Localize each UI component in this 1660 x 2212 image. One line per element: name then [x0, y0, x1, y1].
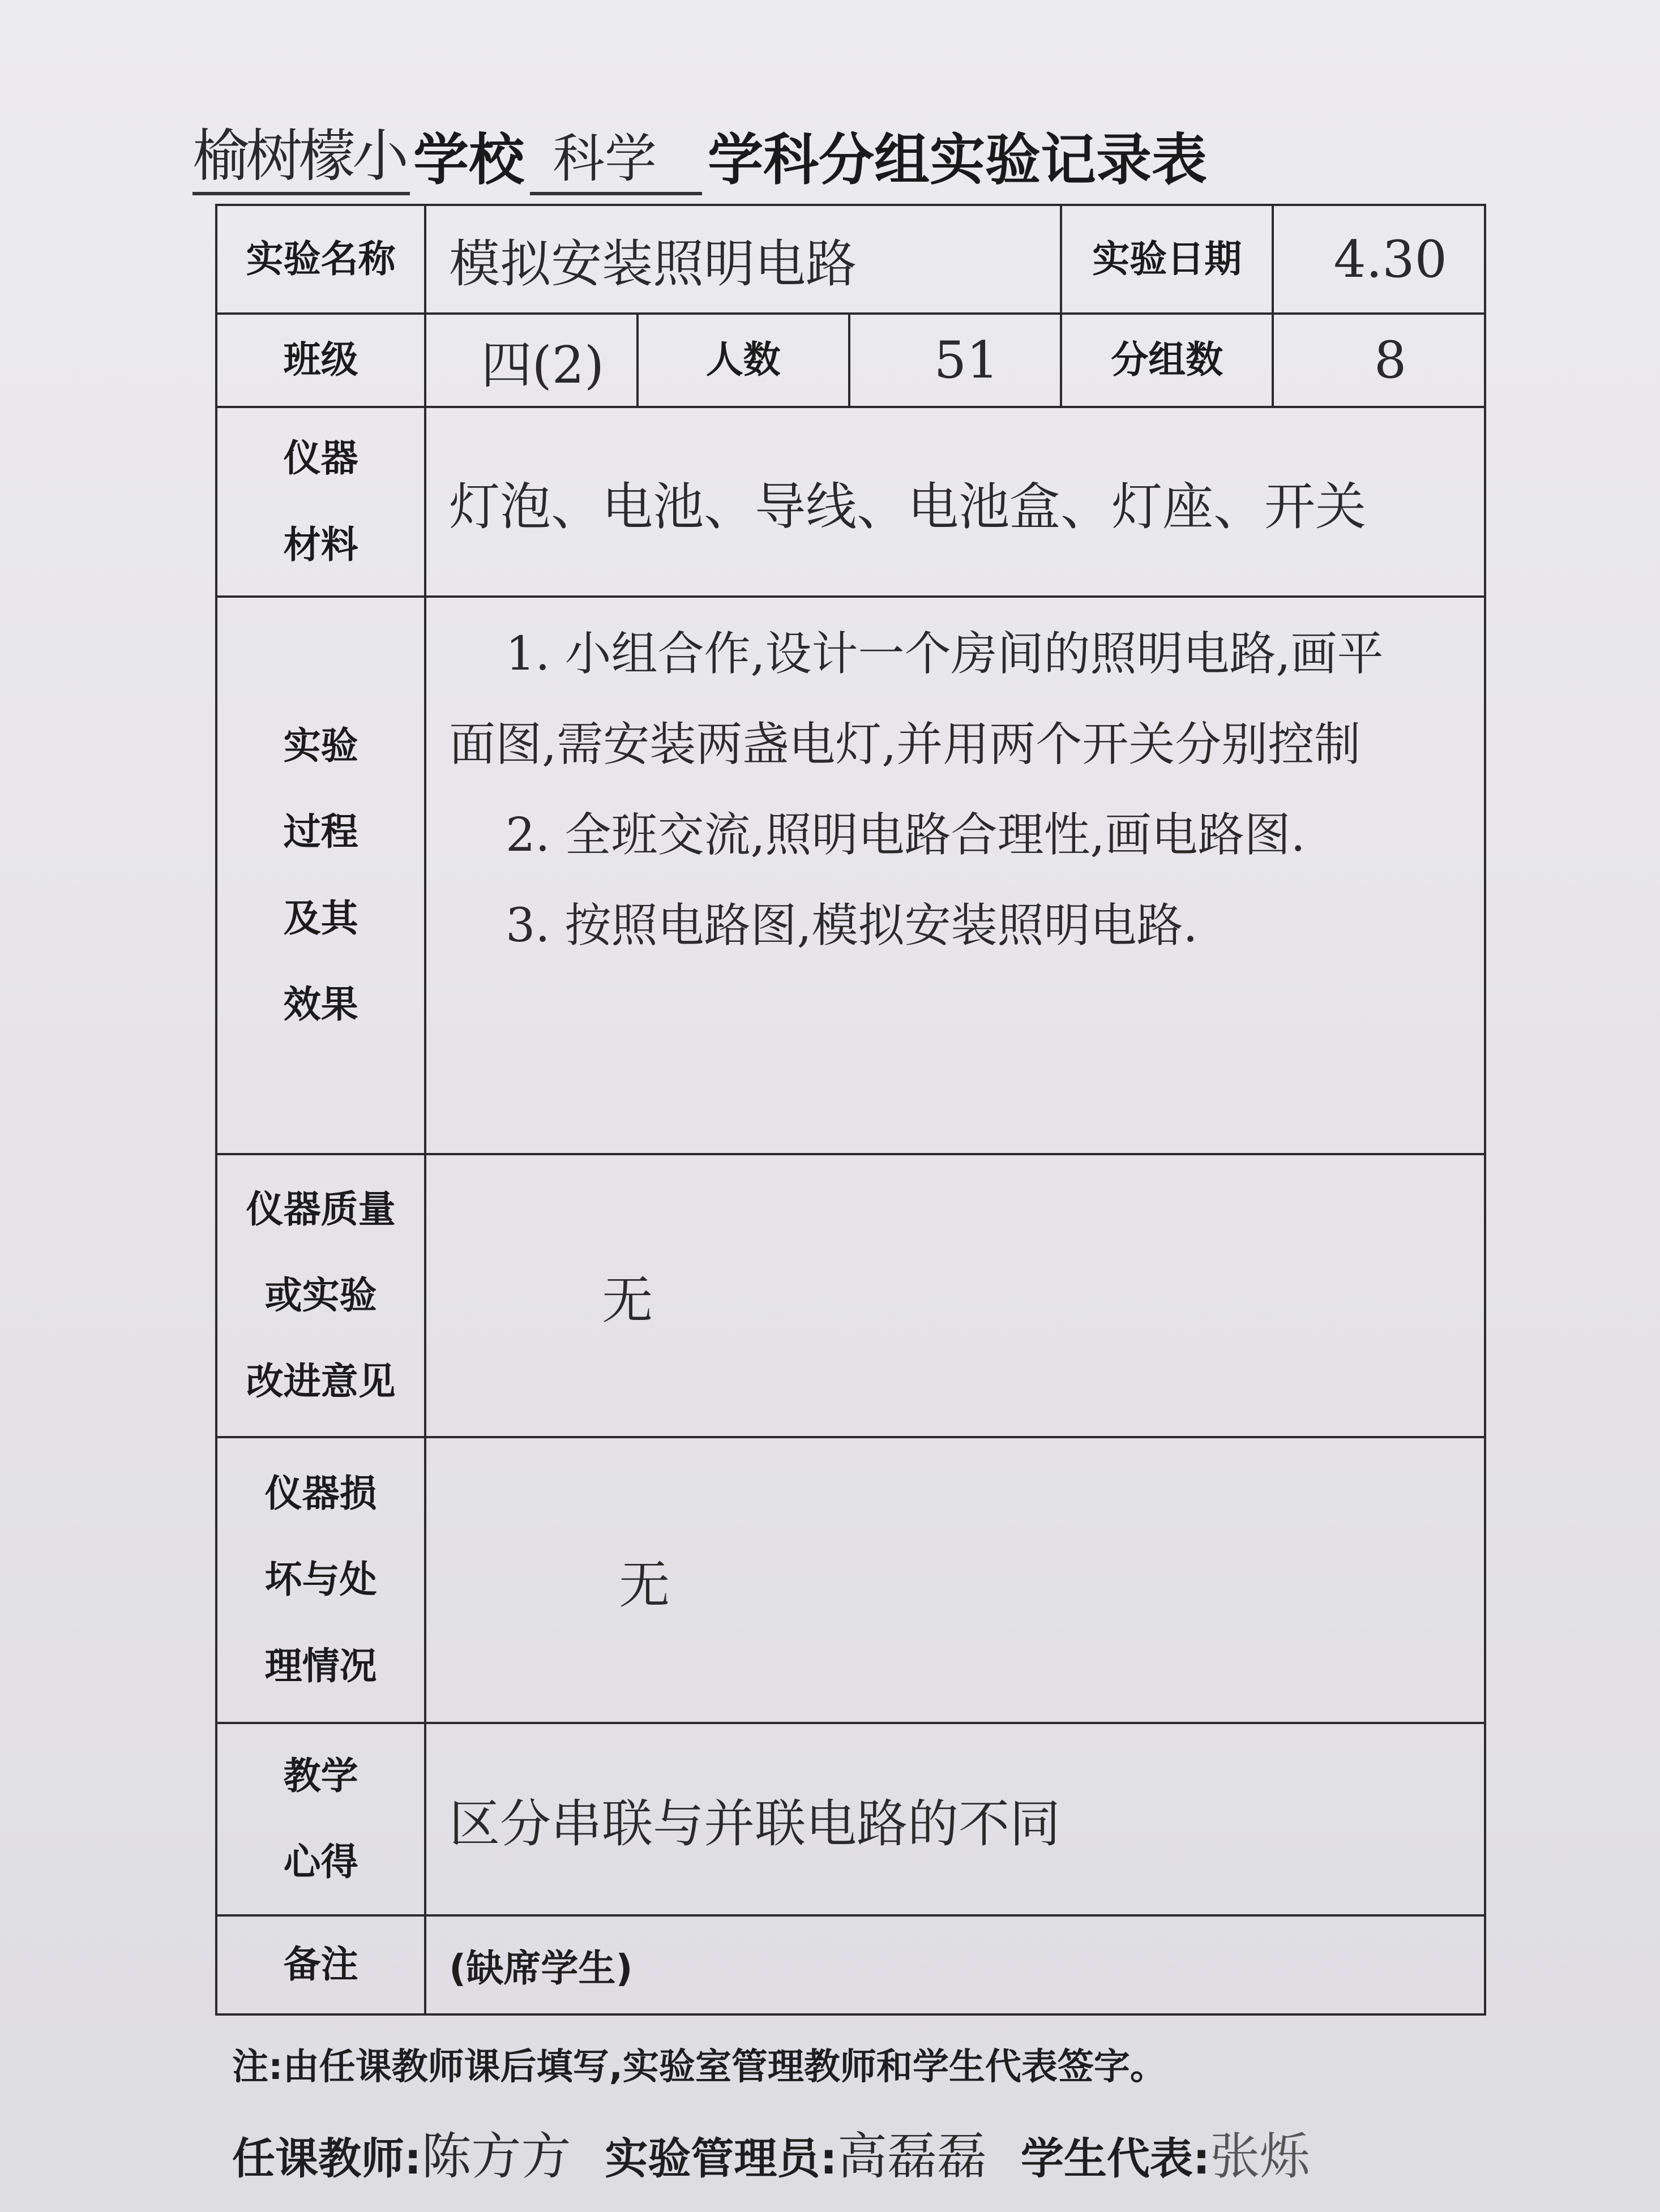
form-title-row: [192, 116, 1495, 195]
value-student-count: 51: [849, 314, 1061, 407]
label-damage-line: 理情况: [264, 1644, 377, 1688]
process-line: 3. 按照电路图,模拟安装照明电路.: [506, 898, 1198, 953]
row-class-info: [216, 314, 1485, 407]
label-reflection-line: 心得: [283, 1840, 358, 1884]
label-materials-line-1: 仪器: [283, 436, 358, 481]
school-name-handwritten: 榆树檬小: [192, 110, 410, 195]
row-process: [216, 597, 1485, 1154]
label-materials: [216, 407, 425, 597]
school-suffix: 学校: [413, 128, 525, 192]
label-process: [216, 597, 425, 1154]
value-experiment-name: 模拟安装照明电路: [425, 205, 1061, 314]
label-class: 班级: [216, 314, 425, 407]
admin-signature: 高磊磊: [837, 2127, 987, 2185]
value-reflection: 区分串联与并联电路的不同: [425, 1723, 1485, 1915]
row-reflection: [216, 1723, 1485, 1915]
value-class: 四(2): [425, 314, 637, 407]
label-experiment-name: 实验名称: [216, 205, 425, 314]
process-line: 面图,需安装两盏电灯,并用两个开关分别控制: [449, 717, 1361, 771]
experiment-record-table: [215, 204, 1486, 2016]
value-remarks: (缺席学生): [425, 1915, 1485, 2014]
label-damage-line: 坏与处: [264, 1558, 377, 1602]
admin-label: 实验管理员:: [605, 2133, 837, 2184]
label-materials-line-2: 材料: [283, 522, 358, 567]
value-experiment-date: 4.30: [1273, 205, 1485, 314]
label-reflection-line: 教学: [283, 1754, 358, 1798]
value-quality: [425, 1154, 1485, 1437]
signature-row: [232, 2117, 1534, 2188]
label-process-line: 实验: [283, 724, 358, 768]
label-quality: [216, 1154, 425, 1437]
label-remarks: 备注: [216, 1915, 425, 2014]
process-line: 1. 小组合作,设计一个房间的照明电路,画平: [506, 627, 1384, 681]
label-damage-line: 仪器损: [264, 1472, 377, 1516]
footer-note: 注:由任课教师课后填写,实验室管理教师和学生代表签字。: [232, 2046, 1166, 2088]
row-experiment-name: [216, 205, 1485, 314]
label-quality-line: 改进意见: [246, 1360, 396, 1404]
teacher-label: 任课教师:: [232, 2133, 422, 2184]
label-quality-line: 或实验: [264, 1273, 377, 1317]
label-reflection: [216, 1723, 425, 1915]
label-quality-line: 仪器质量: [246, 1187, 396, 1231]
student-label: 学生代表:: [1020, 2133, 1210, 2184]
label-student-count: 人数: [638, 314, 849, 407]
value-materials: 灯泡、电池、导线、电池盒、灯座、开关: [425, 407, 1485, 597]
process-line: 2. 全班交流,照明电路合理性,画电路图.: [506, 808, 1306, 862]
row-quality: [216, 1154, 1485, 1437]
label-experiment-date: 实验日期: [1061, 205, 1273, 314]
label-group-count: 分组数: [1061, 314, 1273, 407]
row-materials: [216, 407, 1485, 597]
form-title: 学科分组实验记录表: [708, 128, 1208, 192]
label-process-line: 及其: [283, 896, 358, 940]
teacher-signature: 陈方方: [421, 2127, 571, 2185]
subject-handwritten: 科学: [530, 117, 702, 195]
label-process-line: 过程: [283, 810, 358, 854]
value-quality-text: 无: [602, 1271, 653, 1330]
value-damage-text: 无: [619, 1555, 670, 1615]
label-process-line: 效果: [283, 982, 358, 1026]
value-process: [425, 597, 1485, 1154]
value-damage: [425, 1437, 1485, 1723]
row-remarks: [216, 1915, 1485, 2014]
label-damage: [216, 1437, 425, 1723]
row-damage: [216, 1437, 1485, 1723]
value-group-count: 8: [1273, 314, 1485, 407]
student-signature: 张烁: [1210, 2127, 1310, 2185]
